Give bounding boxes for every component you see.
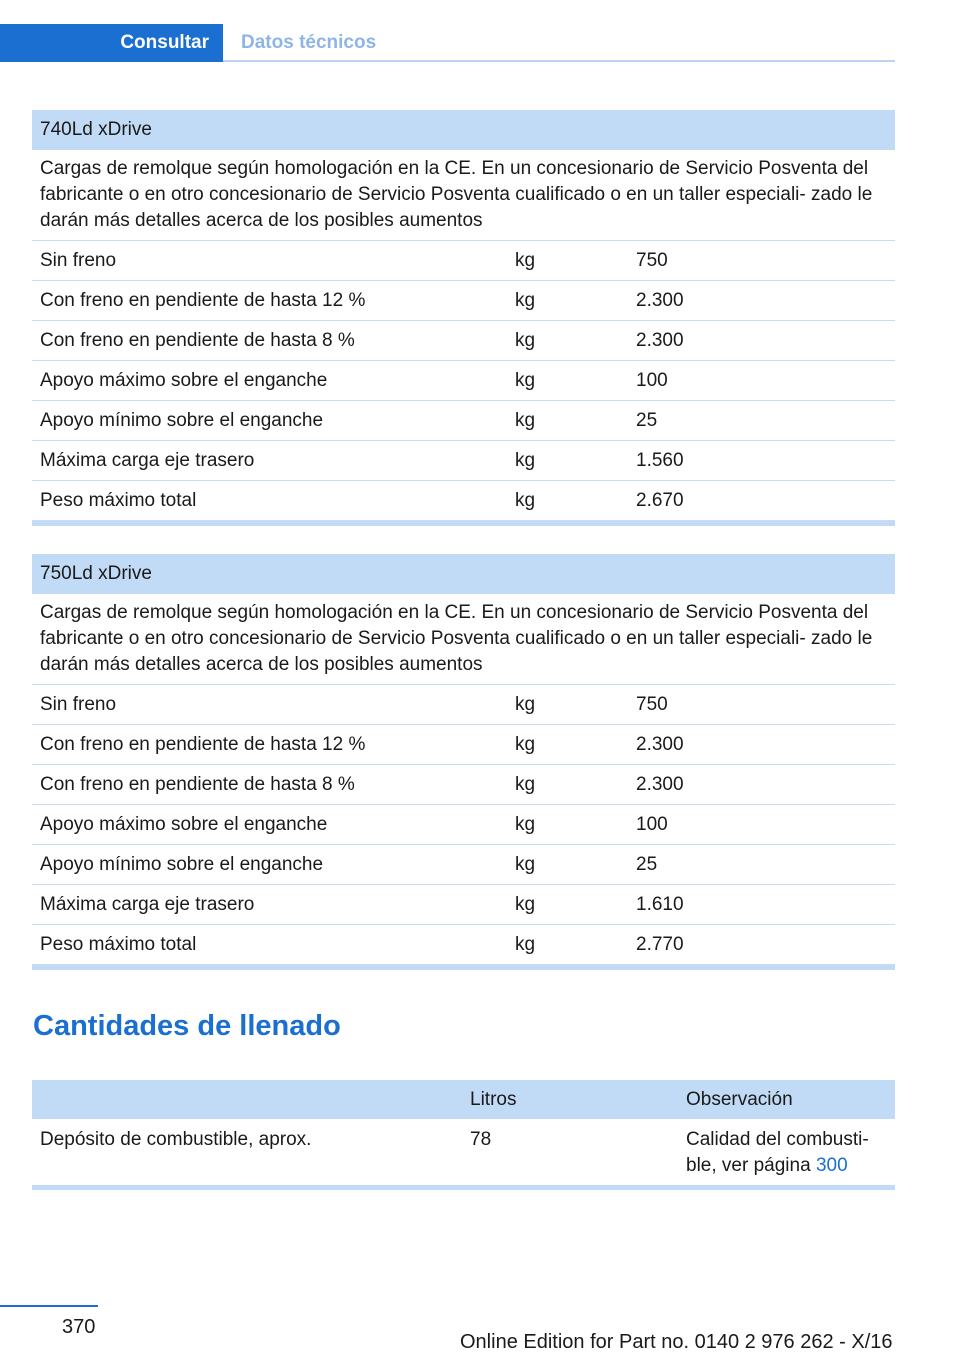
fill-quantities-table: [32, 1080, 895, 1190]
table-row: [32, 925, 895, 965]
table-bottom-rule: [32, 965, 895, 970]
table-row: [32, 725, 895, 765]
row-value: 750: [636, 693, 668, 715]
table-header-model: 740Ld xDrive: [32, 110, 895, 150]
row-label: Peso máximo total: [40, 489, 197, 511]
spec-table-740ld: [32, 110, 895, 526]
row-label: Peso máximo total: [40, 933, 197, 955]
table-row: [32, 685, 895, 725]
row-value: 1.560: [636, 449, 684, 471]
row-label: Apoyo máximo sobre el enganche: [40, 813, 328, 835]
row-note-text: Calidad del combusti‐ ble, ver página: [686, 1129, 869, 1176]
row-unit: kg: [515, 893, 536, 915]
fill-table-header: [32, 1080, 895, 1119]
row-label: Apoyo máximo sobre el enganche: [40, 369, 328, 391]
row-unit: kg: [515, 449, 536, 471]
table-description: Cargas de remolque según homologación en la CE. En un concesionario de Servicio Posventa del fabricante o en otro concesionario de Servicio Posventa cualificado o en un taller especiali‐ zado le darán más detalles acerca de los posibles aumentos: [32, 594, 895, 685]
table-bottom-rule: [32, 521, 895, 526]
table-row: [32, 1119, 895, 1185]
row-unit: kg: [515, 813, 536, 835]
table-row: [32, 805, 895, 845]
row-value: 750: [636, 249, 668, 271]
table-row: [32, 765, 895, 805]
row-value: 2.670: [636, 489, 684, 511]
row-value: 25: [636, 853, 658, 875]
row-unit: kg: [515, 289, 536, 311]
row-unit: kg: [515, 409, 536, 431]
row-note: [679, 1127, 895, 1179]
table-row: [32, 401, 895, 441]
row-value: 2.300: [636, 329, 684, 351]
row-label: Con freno en pendiente de hasta 12 %: [40, 289, 366, 311]
row-unit: kg: [515, 693, 536, 715]
row-value: 2.300: [636, 289, 684, 311]
row-label: Sin freno: [40, 693, 117, 715]
table-bottom-rule: [32, 1185, 895, 1190]
row-label: Con freno en pendiente de hasta 8 %: [40, 329, 355, 351]
table-row: [32, 885, 895, 925]
row-unit: kg: [515, 329, 536, 351]
page-link[interactable]: 300: [815, 1155, 848, 1176]
footer-rule: [0, 1305, 98, 1307]
row-value: 2.770: [636, 933, 684, 955]
row-unit: kg: [515, 369, 536, 391]
row-label: Máxima carga eje trasero: [40, 893, 255, 915]
row-unit: kg: [515, 733, 536, 755]
row-unit: kg: [515, 249, 536, 271]
row-value: 100: [636, 813, 668, 835]
table-row: [32, 321, 895, 361]
header-note: Observación: [686, 1088, 793, 1110]
row-label: Con freno en pendiente de hasta 8 %: [40, 773, 355, 795]
row-unit: kg: [515, 489, 536, 511]
table-description: Cargas de remolque según homologación en la CE. En un concesionario de Servicio Posventa del fabricante o en otro concesionario de Servicio Posventa cualificado o en un taller especiali‐ zado le darán más detalles acerca de los posibles aumentos: [32, 150, 895, 241]
row-label: Máxima carga eje trasero: [40, 449, 255, 471]
row-unit: kg: [515, 773, 536, 795]
table-row: [32, 361, 895, 401]
row-value: 100: [636, 369, 668, 391]
table-header-model: 750Ld xDrive: [32, 554, 895, 594]
table-row: [32, 845, 895, 885]
edition-note: Online Edition for Part no. 0140 2 976 262 - X/16: [460, 1331, 893, 1353]
row-value: 2.300: [636, 733, 684, 755]
table-row: [32, 481, 895, 521]
table-row: [32, 281, 895, 321]
row-liters: 78: [470, 1129, 492, 1150]
row-unit: kg: [515, 853, 536, 875]
tab-consultar[interactable]: Consultar: [0, 24, 223, 62]
row-label: Apoyo mínimo sobre el enganche: [40, 409, 324, 431]
spec-table-750ld: [32, 554, 895, 970]
row-unit: kg: [515, 933, 536, 955]
table-row: [32, 441, 895, 481]
header-bar: [0, 24, 895, 62]
row-label: Con freno en pendiente de hasta 12 %: [40, 733, 366, 755]
table-row: [32, 241, 895, 281]
row-label: Depósito de combustible, aprox.: [40, 1129, 312, 1150]
row-value: 1.610: [636, 893, 684, 915]
row-label: Sin freno: [40, 249, 117, 271]
row-value: 2.300: [636, 773, 684, 795]
tab-datos-tecnicos[interactable]: Datos técnicos: [241, 32, 377, 53]
header-liters: Litros: [470, 1088, 517, 1110]
row-value: 25: [636, 409, 658, 431]
page-number: 370: [62, 1316, 96, 1338]
section-title: Cantidades de llenado: [33, 1010, 341, 1042]
row-label: Apoyo mínimo sobre el enganche: [40, 853, 324, 875]
